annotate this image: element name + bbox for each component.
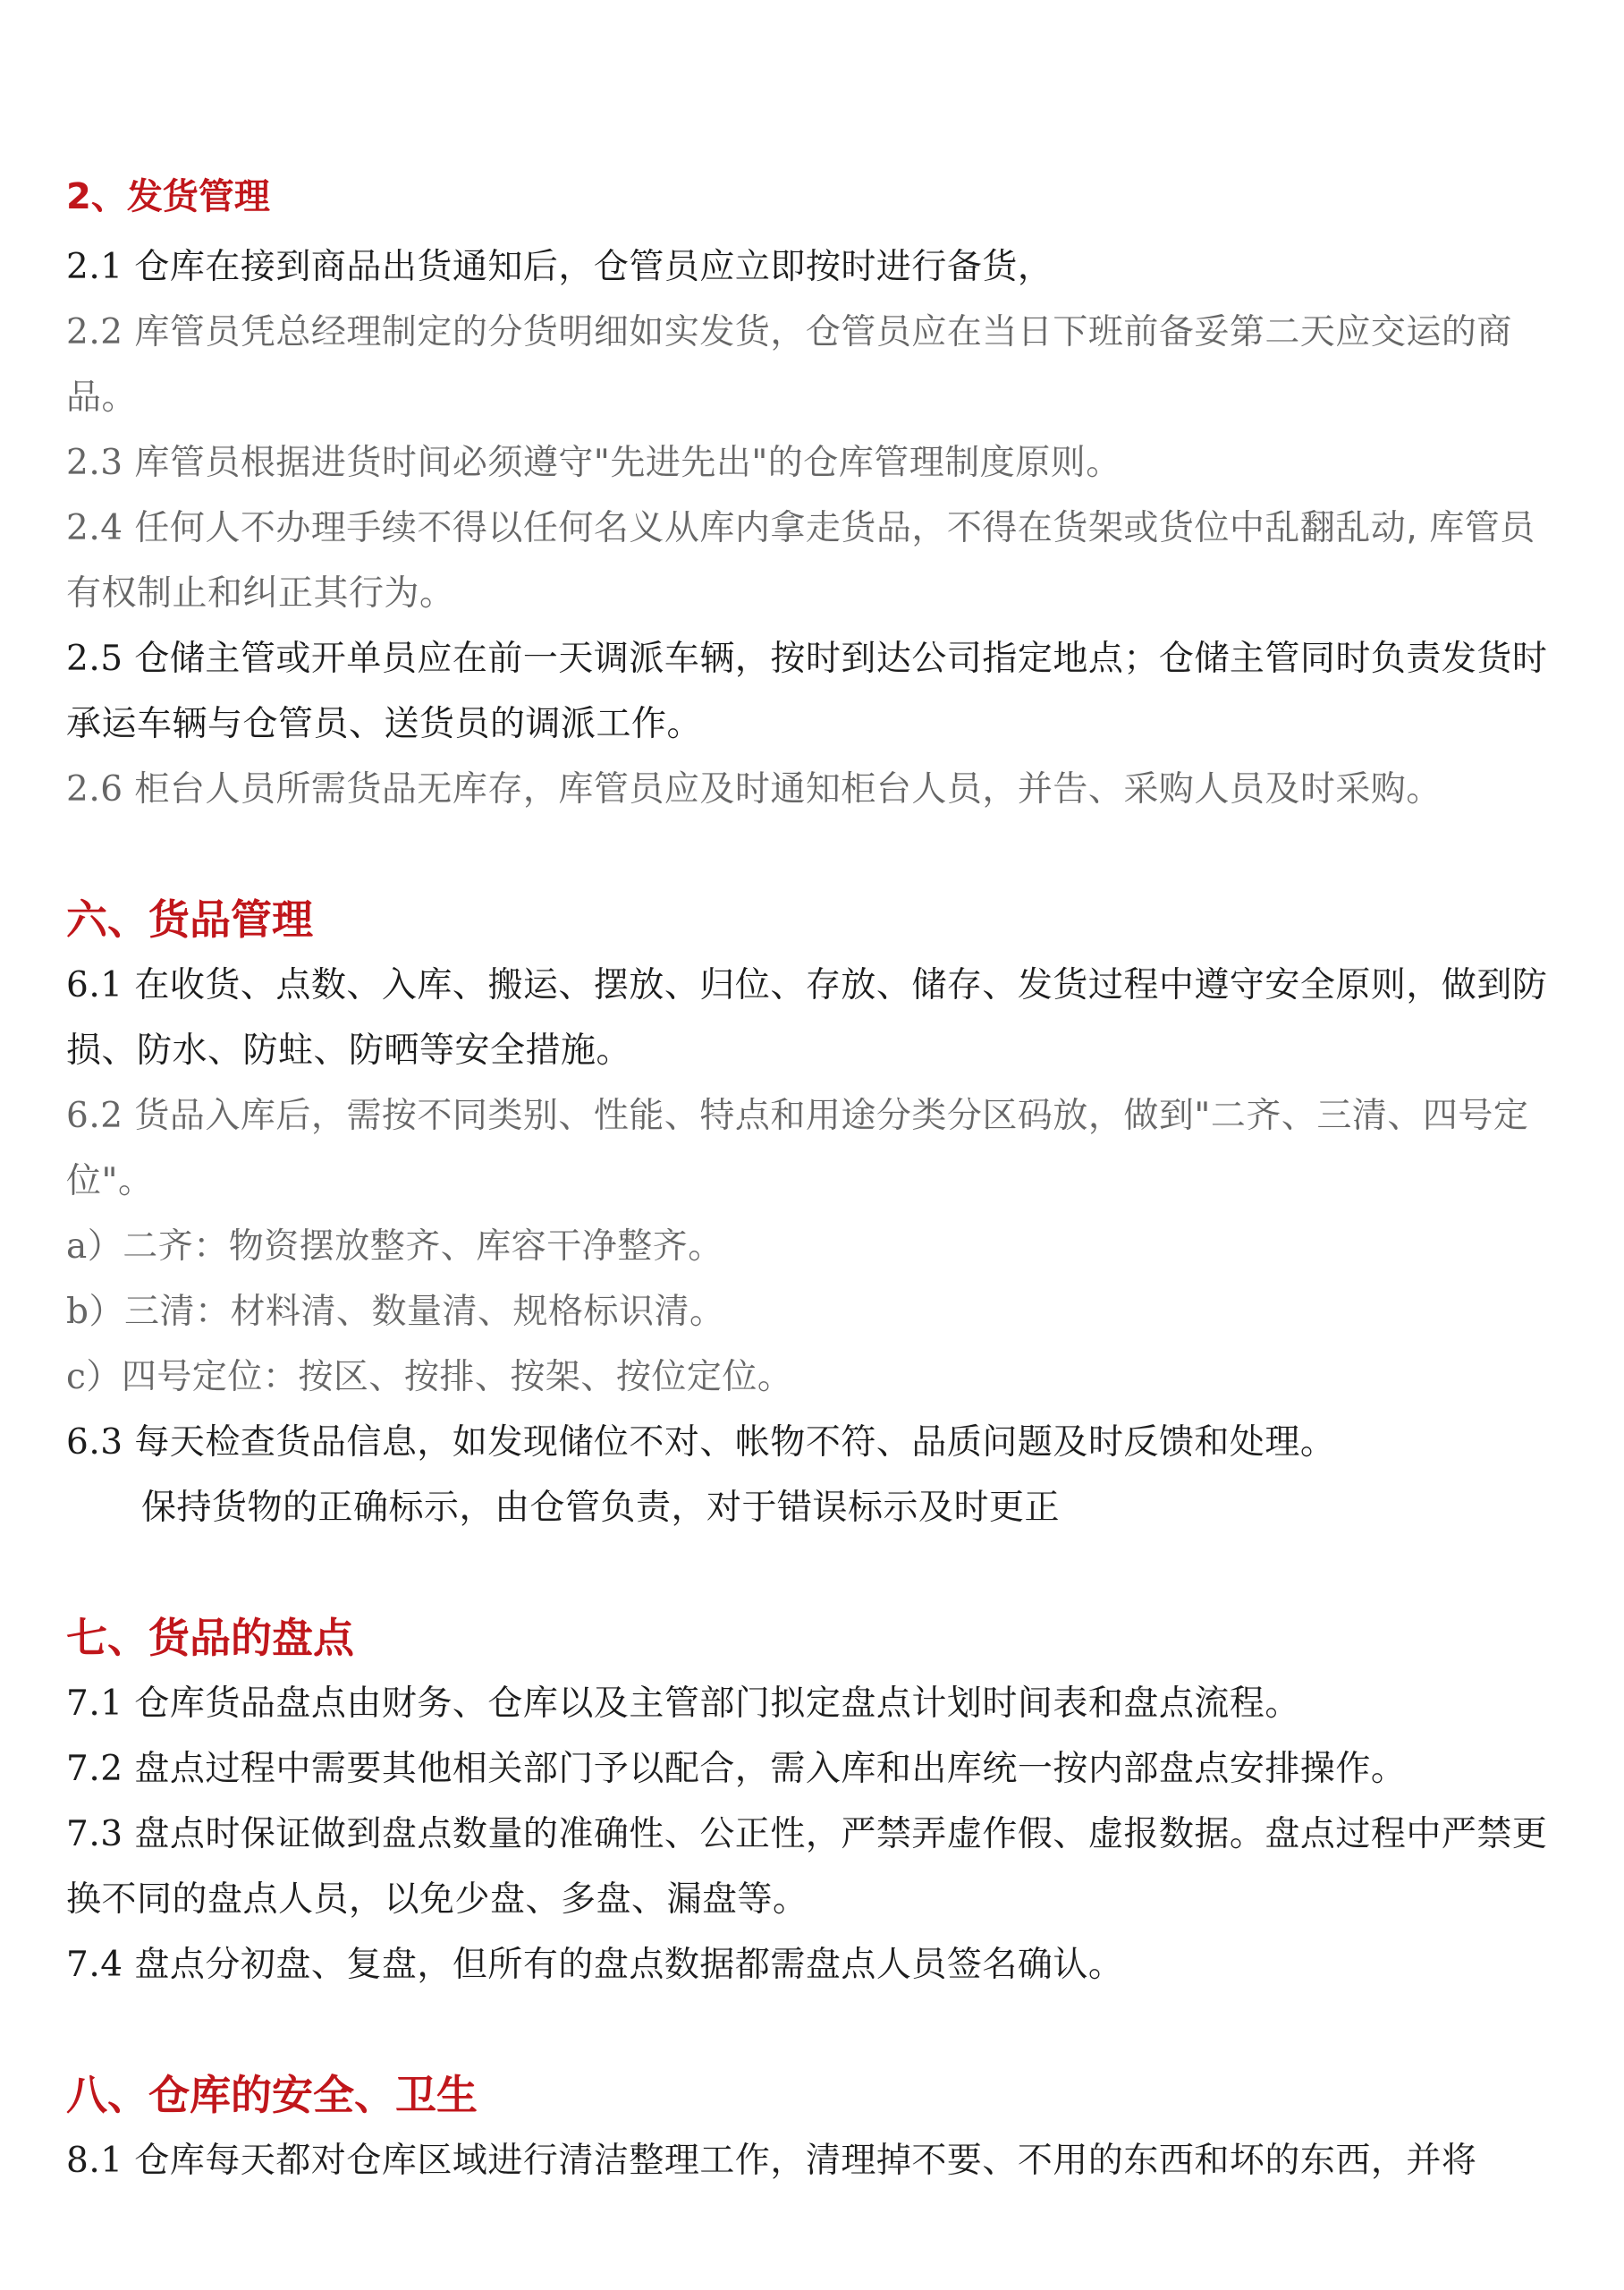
document-page — [66, 170, 1565, 2193]
section-inventory-count — [66, 1605, 1565, 1997]
clause-2-2: 2.2 库管员凭总经理制定的分货明细如实发货，仓管员应在当日下班前备妥第二天应交运的商品。 — [66, 312, 1512, 418]
section-shipping — [66, 170, 1565, 822]
clause-6-3: 6.3 每天检查货品信息，如发现储位不对、帐物不符、品质问题及时反馈和处理。 — [66, 1422, 1336, 1463]
clause-8-1: 8.1 仓库每天都对仓库区域进行清洁整理工作，清理掉不要、不用的东西和坏的东西，并将 — [66, 2141, 1477, 2181]
clause-7-2: 7.2 盘点过程中需要其他相关部门予以配合，需入库和出库统一按内部盘点安排操作。 — [66, 1749, 1407, 1789]
clause-6-2-c: c）四号定位：按区、按排、按架、按位定位。 — [66, 1357, 793, 1397]
clause-2-1: 2.1 仓库在接到商品出货通知后，仓管员应立即按时进行备货， — [66, 247, 1053, 287]
clause-7-4: 7.4 盘点分初盘、复盘，但所有的盘点数据都需盘点人员签名确认。 — [66, 1945, 1124, 1985]
clause-6-2-a: a）二齐：物资摆放整齐、库容干净整齐。 — [66, 1226, 723, 1267]
section-title: 八、仓库的安全、卫生 — [66, 2071, 478, 2119]
section-title: 六、货品管理 — [66, 895, 313, 944]
section-title: 七、货品的盘点 — [66, 1614, 354, 1662]
clause-7-3: 7.3 盘点时保证做到盘点数量的准确性、公正性，严禁弄虚作假、虚报数据。盘点过程中严禁更换不同的盘点人员，以免少盘、多盘、漏盘等。 — [66, 1814, 1548, 1920]
clause-6-1: 6.1 在收货、点数、入库、搬运、摆放、归位、存放、储存、发货过程中遵守安全原则，做到防损、防水、防蛀、防晒等安全措施。 — [66, 965, 1548, 1071]
section-title: 2、发货管理 — [66, 176, 270, 217]
clause-2-3: 2.3 库管员根据进货时间必须遵守"先进先出"的仓库管理制度原则。 — [66, 443, 1121, 483]
clause-6-3-note: 保持货物的正确标示，由仓管负责，对于错误标示及时更正 — [141, 1488, 1061, 1528]
section-goods-management — [66, 886, 1565, 1540]
section-safety-hygiene — [66, 2062, 1565, 2193]
clause-6-2: 6.2 货品入库后，需按不同类别、性能、特点和用途分类分区码放，做到"二齐、三清、四号定位"。 — [66, 1096, 1529, 1201]
clause-7-1: 7.1 仓库货品盘点由财务、仓库以及主管部门拟定盘点计划时间表和盘点流程。 — [66, 1684, 1300, 1724]
clause-2-6: 2.6 柜台人员所需货品无库存，库管员应及时通知柜台人员，并告、采购人员及时采购。 — [66, 769, 1442, 810]
clause-2-4: 2.4 任何人不办理手续不得以任何名义从库内拿走货品，不得在货架或货位中乱翻乱动, 库管员有权制止和纠正其行为。 — [66, 508, 1535, 614]
clause-6-2-b: b）三清：材料清、数量清、规格标识清。 — [66, 1292, 725, 1332]
clause-2-5: 2.5 仓储主管或开单员应在前一天调派车辆，按时到达公司指定地点；仓储主管同时负责发货时承运车辆与仓管员、送货员的调派工作。 — [66, 639, 1548, 744]
